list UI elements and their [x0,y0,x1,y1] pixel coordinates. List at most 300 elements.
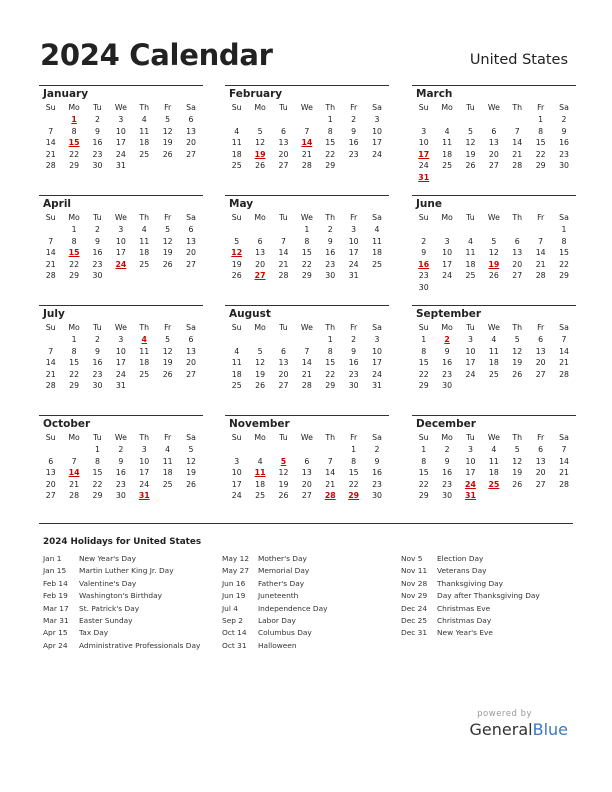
day-cell: 13 [278,358,289,368]
day-cell: 8 [327,126,333,136]
day-cell: 23 [559,149,569,159]
week-row [412,114,576,126]
day-cell: 15 [418,468,429,478]
weekday-label: Tu [93,433,102,442]
holiday-name: Thanksgiving Day [437,578,504,588]
holiday-day-cell: 29 [348,491,360,501]
day-cell: 3 [118,335,124,344]
weekday-header [225,212,389,224]
holiday-name: Christmas Day [437,615,492,625]
day-cell: 6 [188,115,194,124]
week-row [412,346,576,358]
day-cell: 10 [115,126,126,136]
week-row [412,369,576,381]
weekday-label: Sa [372,213,382,222]
holiday-day-cell: 19 [254,149,266,159]
day-cell: 20 [535,468,546,478]
day-cell: 26 [278,491,289,501]
day-cell: 8 [351,456,357,466]
holiday-item [43,615,200,627]
holiday-date: Feb 19 [43,591,68,601]
day-cell: 3 [421,126,427,136]
day-cell [529,490,552,502]
day-cell: 29 [325,381,336,391]
week-row [225,224,389,236]
day-cell: 19 [255,369,266,379]
weekday-label: Fr [537,103,545,112]
day-cell: 14 [301,358,312,368]
day-cell: 31 [115,161,126,171]
day-cell [529,282,552,294]
day-cell: 11 [139,126,150,136]
weekday-label: Tu [93,103,102,112]
day-cell: 15 [418,358,429,368]
day-cell [39,334,62,346]
day-cell: 1 [327,115,333,124]
day-cell: 14 [559,346,569,356]
day-cell: 17 [231,479,242,489]
day-cell: 17 [139,468,150,478]
day-cell: 15 [325,138,336,148]
holiday-item [43,640,200,652]
day-cell: 25 [139,149,150,159]
weekday-label: We [487,323,500,332]
day-cell: 16 [442,358,453,368]
day-cell: 18 [465,259,476,269]
day-cell: 9 [351,346,357,356]
month-october [39,415,203,502]
day-cell: 11 [231,358,242,368]
weekday-label: Mo [68,323,80,332]
weekday-label: Th [325,323,336,332]
holiday-name: St. Patrick's Day [79,603,140,613]
weekday-label: Tu [93,213,102,222]
day-cell: 1 [71,335,77,344]
day-cell: 22 [535,149,546,159]
week-row [412,224,576,236]
day-cell: 27 [535,369,546,379]
week-row [225,247,389,259]
day-cell: 5 [188,445,194,454]
weekday-label: Sa [559,213,569,222]
holiday-date: Dec 24 [401,603,428,613]
day-cell: 9 [327,236,333,246]
day-cell: 31 [348,271,359,281]
holiday-item [222,553,328,565]
day-cell: 1 [327,335,333,344]
week-row [412,259,576,271]
weekday-header [39,102,203,114]
day-cell: 15 [535,138,546,148]
day-cell: 21 [69,479,80,489]
week-row [39,114,203,126]
day-cell [248,334,271,346]
day-cell: 3 [118,225,124,234]
brand-logo [470,720,568,739]
day-cell: 4 [234,346,240,356]
day-cell: 5 [514,445,520,454]
weekday-label: Tu [93,323,102,332]
day-cell: 26 [255,381,266,391]
day-cell: 29 [92,491,103,501]
weekday-label: Mo [68,103,80,112]
day-cell [225,114,248,126]
day-cell [295,334,318,346]
day-cell: 16 [372,468,382,478]
weekday-label: Su [231,433,242,442]
day-cell [506,224,529,236]
day-cell: 28 [45,271,56,281]
holiday-column [222,553,328,652]
weekday-label: Mo [254,433,266,442]
holiday-date: Apr 24 [43,640,68,650]
day-cell: 4 [444,126,450,136]
day-cell: 30 [92,161,103,171]
holiday-name: New Year's Day [79,554,136,563]
day-cell: 9 [561,126,567,136]
day-cell: 16 [348,138,359,148]
weekday-label: Th [325,103,336,112]
weekday-label: Fr [164,213,172,222]
holiday-item [222,603,328,615]
day-cell [435,282,458,294]
day-cell: 1 [71,225,77,234]
day-cell: 4 [467,236,473,246]
day-cell: 28 [45,161,56,171]
week-row [39,456,203,468]
day-cell: 10 [115,236,126,246]
day-cell: 23 [372,479,382,489]
day-cell [295,444,318,456]
day-cell: 14 [45,138,56,148]
day-cell: 3 [374,335,380,344]
day-cell: 8 [71,236,77,246]
weekday-label: Th [139,433,150,442]
month-name: October [43,418,91,430]
day-cell: 24 [442,271,453,281]
day-cell: 10 [348,236,359,246]
month-name: August [229,308,271,320]
day-cell: 10 [418,138,429,148]
day-cell: 7 [71,456,77,466]
day-cell: 23 [442,369,453,379]
holiday-item [222,578,328,590]
day-cell: 29 [418,491,429,501]
week-row [39,490,203,502]
week-row [225,444,389,456]
week-row [39,444,203,456]
weekday-label: Sa [372,103,382,112]
weekday-label: Tu [279,323,288,332]
day-cell: 18 [139,138,150,148]
week-row [412,270,576,282]
day-cell [552,380,575,392]
week-row [225,137,389,149]
day-cell: 19 [465,149,476,159]
day-cell: 22 [92,479,103,489]
day-cell: 1 [561,225,567,234]
day-cell: 12 [162,126,173,136]
day-cell: 19 [512,468,523,478]
day-cell: 19 [278,479,289,489]
day-cell: 23 [325,259,336,269]
weekday-label: Tu [466,323,475,332]
day-cell [109,270,132,282]
weekday-label: Tu [466,103,475,112]
day-cell: 19 [162,358,173,368]
weekday-label: Mo [68,213,80,222]
day-cell: 28 [301,161,312,171]
day-cell: 22 [69,259,80,269]
week-row [412,490,576,502]
day-cell: 7 [304,346,310,356]
day-cell: 17 [372,138,382,148]
week-row [225,479,389,491]
weekday-label: Th [512,213,523,222]
month-name: April [43,198,72,210]
holiday-date: Jul 4 [222,603,238,613]
day-cell: 19 [512,358,523,368]
holiday-date: Sep 2 [222,615,243,625]
day-cell: 2 [561,115,567,124]
day-cell: 15 [92,468,103,478]
day-cell: 14 [45,358,56,368]
weekday-label: Th [325,433,336,442]
week-row [412,380,576,392]
holiday-item [43,590,200,602]
weekday-label: Sa [186,213,196,222]
day-cell: 19 [186,468,196,478]
holiday-item [43,603,200,615]
day-cell [412,224,435,236]
day-cell: 17 [115,358,126,368]
day-cell [552,172,575,184]
holiday-item [401,553,540,565]
day-cell: 25 [139,259,150,269]
day-cell: 25 [465,271,476,281]
day-cell [459,224,482,236]
day-cell: 29 [535,161,546,171]
day-cell: 4 [165,445,171,454]
holiday-column [401,553,540,640]
country-label: United States [469,52,568,68]
day-cell [459,380,482,392]
day-cell: 27 [535,479,546,489]
day-cell: 21 [512,149,523,159]
day-cell: 26 [162,259,173,269]
day-cell: 10 [442,248,453,258]
day-cell [179,270,202,282]
day-cell: 11 [488,456,499,466]
week-row [225,236,389,248]
weekday-label: Mo [68,433,80,442]
day-cell [506,114,529,126]
day-cell: 5 [257,346,263,356]
weekday-label: Th [139,103,150,112]
day-cell: 20 [255,259,266,269]
day-cell: 4 [257,456,263,466]
day-cell: 14 [535,248,546,258]
week-row [412,357,576,369]
day-cell: 12 [255,358,266,368]
day-cell [482,282,505,294]
day-cell: 28 [301,381,312,391]
day-cell: 30 [325,271,336,281]
week-row [225,126,389,138]
day-cell: 7 [327,456,333,466]
weekday-header [39,322,203,334]
day-cell: 15 [325,358,336,368]
holiday-name: Easter Sunday [79,615,133,625]
day-cell [39,114,62,126]
weekday-header [412,212,576,224]
day-cell: 6 [491,126,497,136]
day-cell: 22 [325,369,336,379]
holiday-item [401,615,540,627]
week-row [225,346,389,358]
holiday-item [401,603,540,615]
day-cell: 29 [69,271,80,281]
day-cell: 28 [535,271,546,281]
weekday-label: Sa [559,433,569,442]
weekday-label: Fr [350,103,358,112]
day-cell [133,160,156,172]
weekday-label: Fr [350,433,358,442]
day-cell: 9 [94,236,100,246]
month-january [39,85,203,172]
day-cell: 29 [418,381,429,391]
day-cell [482,490,505,502]
weekday-label: Fr [164,103,172,112]
weekday-label: Tu [466,433,475,442]
holiday-date: May 12 [222,554,250,563]
day-cell [156,160,179,172]
weekday-label: Sa [372,433,382,442]
day-cell: 29 [69,381,80,391]
day-cell: 26 [186,479,196,489]
day-cell [179,160,202,172]
day-cell [156,490,179,502]
holiday-date: Jun 19 [222,591,246,601]
day-cell: 10 [139,456,150,466]
day-cell: 12 [465,138,476,148]
month-february [225,85,389,172]
month-august [225,305,389,392]
day-cell: 20 [186,358,196,368]
day-cell: 24 [372,369,382,379]
holiday-name: Memorial Day [258,566,310,576]
day-cell: 24 [465,369,476,379]
day-cell: 5 [234,236,240,246]
page-title: 2024 Calendar [40,38,273,72]
week-row [39,479,203,491]
weekday-label: Mo [254,323,266,332]
holiday-name: Independence Day [258,603,328,613]
day-cell: 18 [255,479,266,489]
day-cell: 21 [45,369,56,379]
week-row [225,270,389,282]
week-row [412,467,576,479]
day-cell: 18 [162,468,173,478]
day-cell: 16 [92,248,103,258]
holiday-name: New Year's Eve [437,628,493,638]
day-cell: 12 [488,248,499,258]
day-cell: 21 [278,259,289,269]
day-cell: 17 [348,248,359,258]
day-cell: 7 [48,126,54,136]
holiday-date: May 27 [222,566,250,576]
day-cell [506,380,529,392]
week-row [39,357,203,369]
weekday-label: Mo [441,103,453,112]
week-row [225,456,389,468]
day-cell: 9 [94,346,100,356]
day-cell: 28 [69,491,80,501]
day-cell: 27 [278,381,289,391]
day-cell: 3 [444,236,450,246]
day-cell: 31 [372,381,382,391]
holiday-name: Juneteenth [258,591,299,601]
brand-part-blue: Blue [532,720,568,739]
day-cell: 9 [421,248,427,258]
weekday-label: Mo [441,323,453,332]
day-cell: 13 [186,126,196,136]
week-row [412,160,576,172]
weekday-label: Fr [537,323,545,332]
day-cell [225,334,248,346]
weekday-label: We [114,103,127,112]
weekday-header [412,432,576,444]
month-name: September [416,308,482,320]
holiday-day-cell: 19 [488,259,500,269]
day-cell: 2 [444,445,450,454]
day-cell: 10 [372,126,382,136]
day-cell: 2 [421,236,427,246]
day-cell: 26 [465,161,476,171]
week-row [225,149,389,161]
weekday-label: We [487,433,500,442]
day-cell: 24 [348,259,359,269]
day-cell [506,172,529,184]
week-row [39,259,203,271]
day-cell: 30 [92,381,103,391]
day-cell: 7 [48,346,54,356]
holiday-name: Washington's Birthday [79,591,162,601]
holiday-name: Father's Day [258,578,305,588]
holiday-name: Election Day [437,554,484,563]
day-cell: 5 [467,126,473,136]
day-cell: 20 [301,479,312,489]
week-row [412,479,576,491]
day-cell [482,172,505,184]
day-cell: 12 [278,468,289,478]
day-cell: 24 [231,491,242,501]
day-cell: 29 [301,271,312,281]
day-cell: 14 [325,468,336,478]
day-cell: 13 [186,346,196,356]
weekday-header [225,322,389,334]
weekday-label: We [487,213,500,222]
day-cell [365,160,388,172]
day-cell: 30 [92,271,103,281]
day-cell: 2 [351,115,357,124]
holiday-day-cell: 14 [301,138,313,148]
day-cell: 20 [512,259,523,269]
month-june [412,195,576,294]
day-cell: 13 [45,468,56,478]
weekday-label: Sa [372,323,382,332]
day-cell: 24 [372,149,382,159]
